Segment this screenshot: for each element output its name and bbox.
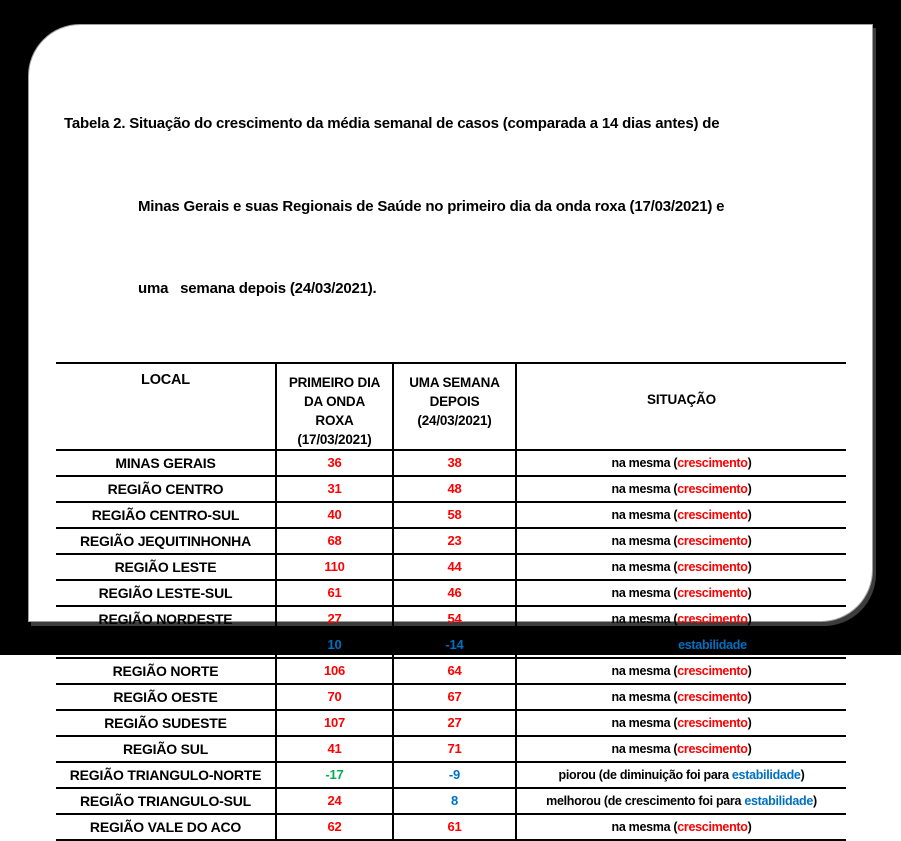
- situacao-prefix: na mesma (: [611, 715, 678, 730]
- caption-line-1: Tabela 2. Situação do crescimento da média semanal de casos (comparada a 14 dias antes) de: [64, 115, 720, 132]
- region-name: REGIÃO NORTE: [56, 658, 276, 684]
- value-day7: -14: [393, 632, 516, 658]
- region-name: REGIÃO SUL: [56, 736, 276, 762]
- value-day7: 58: [393, 502, 516, 528]
- situacao-suffix: ): [747, 533, 752, 548]
- situacao-suffix: ): [747, 611, 752, 626]
- value-day7: 38: [393, 450, 516, 476]
- situacao-prefix: na mesma (: [611, 533, 678, 548]
- value-day7: 71: [393, 736, 516, 762]
- header-line: (17/03/2021): [297, 431, 372, 447]
- situacao-highlight: crescimento: [677, 689, 748, 704]
- content-panel: [28, 24, 873, 835]
- table-row: [56, 606, 846, 632]
- situacao-highlight: crescimento: [677, 611, 748, 626]
- region-name: REGIÃO TRIANGULO-SUL: [56, 788, 276, 814]
- value-day1: 41: [276, 736, 393, 762]
- value-day1: -17: [276, 762, 393, 788]
- situacao-prefix: na mesma (: [611, 585, 678, 600]
- situacao-highlight: crescimento: [677, 533, 748, 548]
- situacao-cell: [516, 762, 846, 788]
- region-name: REGIÃO NORDESTE: [56, 606, 276, 632]
- situacao-suffix: ): [812, 793, 817, 808]
- header-line: (24/03/2021): [417, 412, 492, 428]
- value-day7: 44: [393, 554, 516, 580]
- region-name: REGIÃO NOROESTE: [56, 632, 276, 658]
- region-name: REGIÃO OESTE: [56, 684, 276, 710]
- table-caption: [29, 25, 872, 358]
- situacao-cell: [516, 658, 846, 684]
- header-line: ROXA: [315, 412, 354, 428]
- situacao-cell: [516, 502, 846, 528]
- table-row: [56, 710, 846, 736]
- value-day7: 64: [393, 658, 516, 684]
- situacao-highlight: crescimento: [677, 819, 748, 834]
- situacao-cell: [516, 814, 846, 840]
- situacao-suffix: ): [747, 585, 752, 600]
- situacao-suffix: ): [747, 455, 752, 470]
- caption-line-2: Minas Gerais e suas Regionais de Saúde no primeiro dia da onda roxa (17/03/2021) e: [138, 197, 725, 215]
- region-name: REGIÃO JEQUITINHONHA: [56, 528, 276, 554]
- situacao-suffix: ): [747, 507, 752, 522]
- header-local: LOCAL: [56, 363, 276, 450]
- value-day1: 70: [276, 684, 393, 710]
- situacao-prefix: na mesma (: [611, 741, 678, 756]
- value-day1: 31: [276, 476, 393, 502]
- header-first-day: [276, 363, 393, 450]
- situacao-highlight: estabilidade: [678, 637, 747, 652]
- situacao-suffix: ): [747, 663, 752, 678]
- situacao-cell: [516, 684, 846, 710]
- table-row: [56, 684, 846, 710]
- value-day1: 62: [276, 814, 393, 840]
- situacao-prefix: piorou (de diminuição foi para: [558, 767, 732, 782]
- situacao-prefix: na mesma (: [612, 637, 679, 652]
- value-day1: 106: [276, 658, 393, 684]
- header-situacao: SITUAÇÃO: [516, 363, 846, 450]
- situacao-highlight: crescimento: [677, 559, 748, 574]
- situacao-highlight: estabilidade: [744, 793, 813, 808]
- situacao-cell: [516, 710, 846, 736]
- header-line: UMA SEMANA: [409, 374, 500, 390]
- region-name: REGIÃO CENTRO-SUL: [56, 502, 276, 528]
- table-row: [56, 736, 846, 762]
- situacao-prefix: na mesma (: [611, 481, 678, 496]
- value-day7: 61: [393, 814, 516, 840]
- region-name: REGIÃO TRIANGULO-NORTE: [56, 762, 276, 788]
- caption-line-3: uma semana depois (24/03/2021).: [138, 280, 377, 297]
- table-row: [56, 554, 846, 580]
- situacao-cell: [516, 606, 846, 632]
- region-name: REGIÃO LESTE-SUL: [56, 580, 276, 606]
- situacao-highlight: crescimento: [677, 455, 748, 470]
- situacao-prefix: melhorou (de crescimento foi para: [546, 793, 745, 808]
- table-row: [56, 450, 846, 476]
- data-table: [56, 362, 846, 841]
- situacao-highlight: crescimento: [677, 481, 748, 496]
- table-row: [56, 580, 846, 606]
- situacao-cell: [516, 580, 846, 606]
- value-day1: 68: [276, 528, 393, 554]
- situacao-cell: [516, 736, 846, 762]
- situacao-suffix: ): [747, 715, 752, 730]
- value-day1: 61: [276, 580, 393, 606]
- header-line: DEPOIS: [429, 393, 480, 409]
- situacao-cell: [516, 476, 846, 502]
- header-row: [56, 363, 846, 450]
- situacao-prefix: na mesma (: [611, 819, 678, 834]
- situacao-prefix: na mesma (: [611, 559, 678, 574]
- header-week-after: [393, 363, 516, 450]
- table-row: [56, 762, 846, 788]
- situacao-suffix: ): [747, 741, 752, 756]
- value-day7: 67: [393, 684, 516, 710]
- situacao-cell: [516, 632, 846, 658]
- situacao-cell: [516, 554, 846, 580]
- situacao-cell: [516, 788, 846, 814]
- region-name: REGIÃO VALE DO ACO: [56, 814, 276, 840]
- situacao-highlight: crescimento: [677, 663, 748, 678]
- value-day7: 48: [393, 476, 516, 502]
- situacao-cell: [516, 450, 846, 476]
- situacao-prefix: na mesma (: [611, 663, 678, 678]
- table-row: [56, 476, 846, 502]
- value-day1: 27: [276, 606, 393, 632]
- value-day1: 24: [276, 788, 393, 814]
- value-day7: 23: [393, 528, 516, 554]
- situacao-suffix: ): [800, 767, 805, 782]
- region-name: REGIÃO SUDESTE: [56, 710, 276, 736]
- situacao-prefix: na mesma (: [611, 611, 678, 626]
- value-day7: 27: [393, 710, 516, 736]
- table-body: [56, 450, 846, 840]
- situacao-suffix: ): [747, 689, 752, 704]
- situacao-highlight: crescimento: [677, 585, 748, 600]
- header-line: PRIMEIRO DIA: [288, 374, 381, 390]
- value-day1: 107: [276, 710, 393, 736]
- value-day1: 110: [276, 554, 393, 580]
- situacao-prefix: na mesma (: [611, 455, 678, 470]
- situacao-suffix: ): [747, 559, 752, 574]
- situacao-cell: [516, 528, 846, 554]
- situacao-highlight: crescimento: [677, 715, 748, 730]
- table-row: [56, 788, 846, 814]
- header-line: DA ONDA: [303, 393, 366, 409]
- situacao-suffix: ): [746, 637, 751, 652]
- value-day7: 8: [393, 788, 516, 814]
- value-day7: 46: [393, 580, 516, 606]
- value-day1: 40: [276, 502, 393, 528]
- situacao-prefix: na mesma (: [611, 507, 678, 522]
- region-name: REGIÃO CENTRO: [56, 476, 276, 502]
- table-row: [56, 528, 846, 554]
- situacao-highlight: estabilidade: [731, 767, 801, 782]
- situacao-prefix: na mesma (: [611, 689, 678, 704]
- value-day1: 36: [276, 450, 393, 476]
- situacao-highlight: crescimento: [677, 507, 748, 522]
- situacao-suffix: ): [747, 819, 752, 834]
- situacao-highlight: crescimento: [677, 741, 748, 756]
- region-name: MINAS GERAIS: [56, 450, 276, 476]
- value-day7: 54: [393, 606, 516, 632]
- situacao-suffix: ): [747, 481, 752, 496]
- table-row: [56, 632, 846, 658]
- table-row: [56, 658, 846, 684]
- table-row: [56, 502, 846, 528]
- value-day1: 10: [276, 632, 393, 658]
- value-day7: -9: [393, 762, 516, 788]
- table-row: [56, 814, 846, 840]
- region-name: REGIÃO LESTE: [56, 554, 276, 580]
